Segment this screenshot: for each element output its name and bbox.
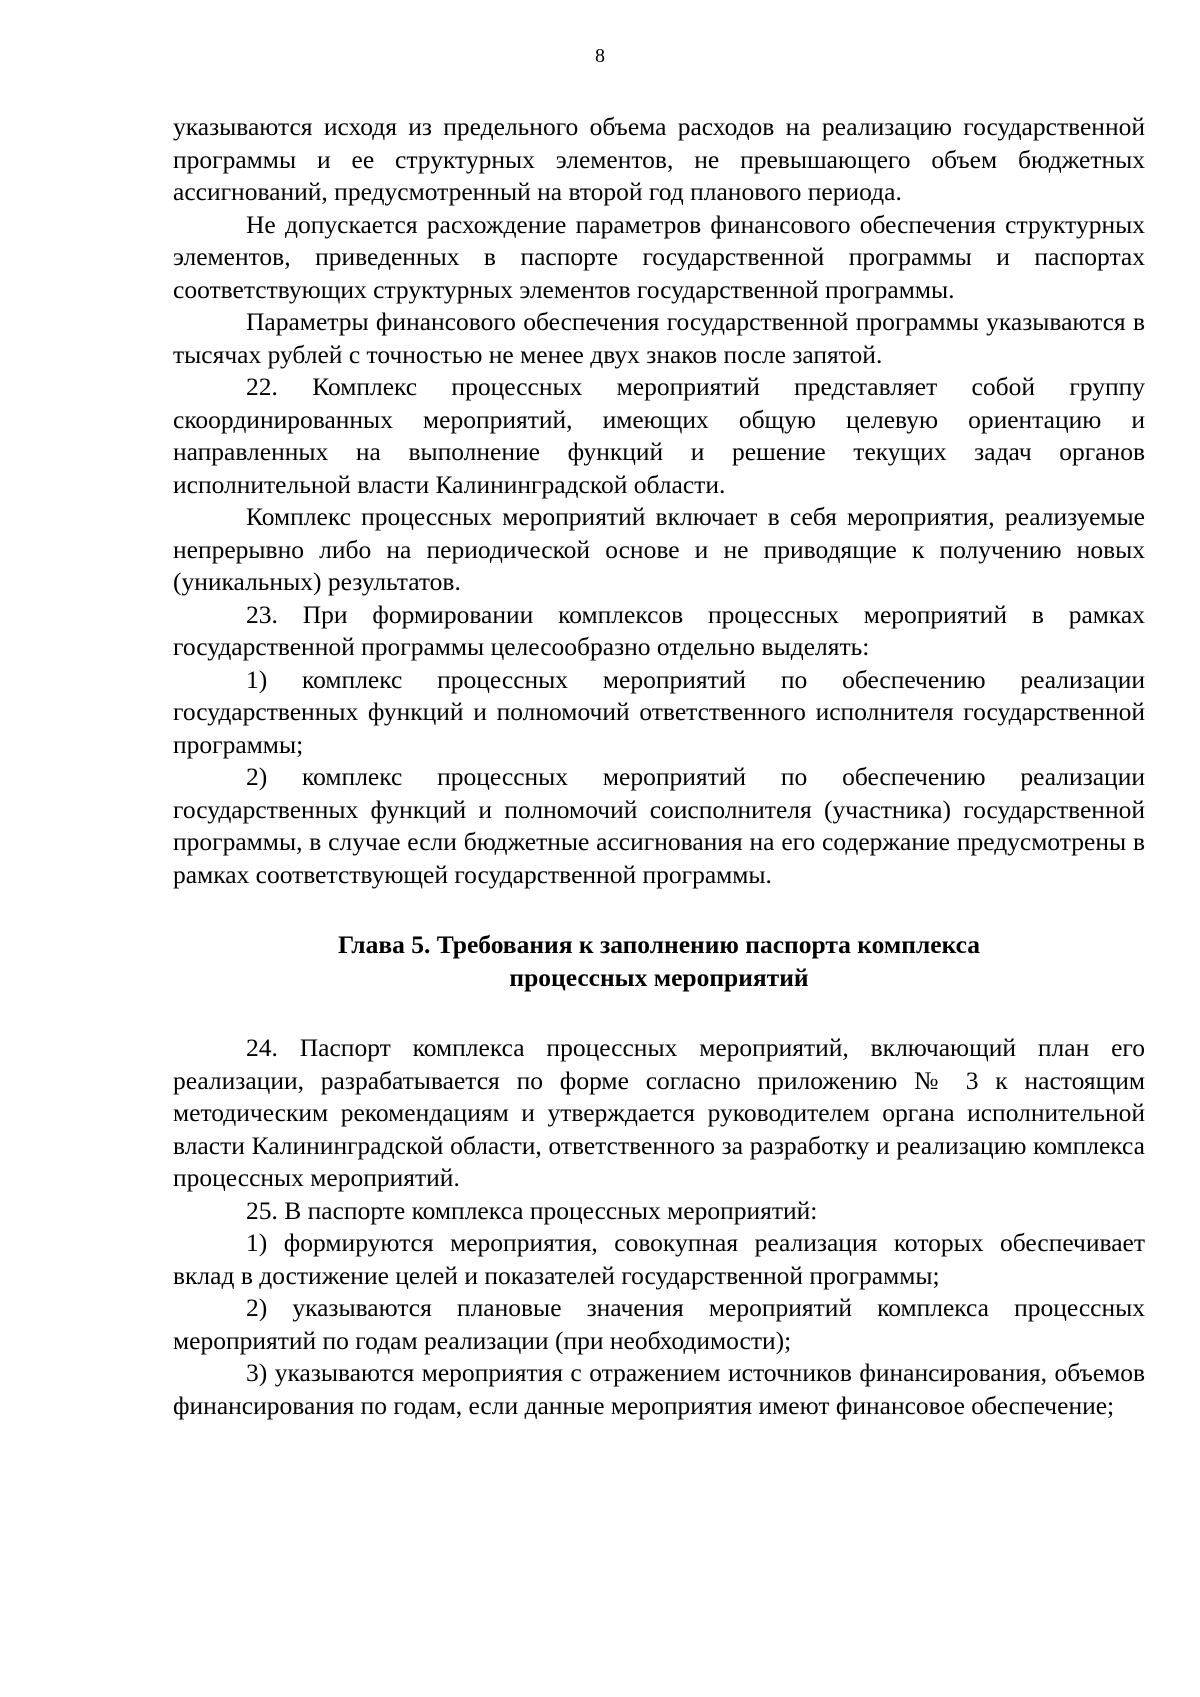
paragraph-subitem-1: 1) формируются мероприятия, совокупная реализация которых обеспечивает вклад в достижение целей и показателей государственной программы;: [173, 1228, 1145, 1290]
paragraph: Комплекс процессных мероприятий включает в себя мероприятия, реализуемые непрерывно либо на периодической основе и не приводящие к получению новых (уникальных) результатов.: [173, 502, 1145, 596]
paragraph-subitem-3: 3) указываются мероприятия с отражением источников финансирования, объемов финансирования по годам, если данные мероприятия имеют финансовое обеспечение;: [173, 1358, 1145, 1420]
page-number: 8: [595, 45, 605, 67]
paragraph-item-25: 25. В паспорте комплекса процессных мероприятий:: [246, 1195, 818, 1225]
chapter-heading-line-1: Глава 5. Требования к заполнению паспорта комплекса: [337, 930, 981, 959]
chapter-heading: [173, 929, 1145, 994]
paragraph-item-24: 24. Паспорт комплекса процессных мероприятий, включающий план его реализации, разрабатывается по форме согласно приложению № 3 к настоящим методическим рекомендациям и утверждается руководителем органа исполнительной власти Калининградской области, ответственного за разработку и реализацию комплекса процессных мероприятий.: [173, 1033, 1145, 1192]
paragraph-continuation: указываются исходя из предельного объема расходов на реализацию государственной программы и ее структурных элементов, не превышающего объем бюджетных ассигнований, предусмотренный на второй год планового периода.: [173, 112, 1145, 206]
paragraph-subitem-1: 1) комплекс процессных мероприятий по обеспечению реализации государственных функций и полномочий ответственного исполнителя государственной программы;: [173, 664, 1145, 759]
paragraph: Не допускается расхождение параметров финансового обеспечения структурных элементов, приведенных в паспорте государственной программы и паспортах соответствующих структурных элементов государственной программы.: [173, 209, 1145, 304]
chapter-heading-line-2: процессных мероприятий: [509, 962, 809, 992]
paragraph-subitem-2: 2) указываются плановые значения мероприятий комплекса процессных мероприятий по годам реализации (при необходимости);: [173, 1293, 1145, 1355]
document-body: [173, 111, 1145, 1422]
paragraph-item-23: 23. При формировании комплексов процессных мероприятий в рамках государственной программы целесообразно отдельно выделять:: [173, 599, 1145, 661]
paragraph: Параметры финансового обеспечения государственной программы указываются в тысячах рублей с точностью не менее двух знаков после запятой.: [173, 307, 1145, 369]
paragraph-subitem-2: 2) комплекс процессных мероприятий по обеспечению реализации государственных функций и полномочий соисполнителя (участника) государственной программы, в случае если бюджетные ассигнования на его содержание предусмотрены в рамках соответствующей государственной программы.: [173, 762, 1145, 889]
paragraph-item-22: 22. Комплекс процессных мероприятий представляет собой группу скоординированных мероприятий, имеющих общую целевую ориентацию и направленных на выполнение функций и решение текущих задач органов исполнительной власти Калининградской области.: [173, 372, 1145, 499]
